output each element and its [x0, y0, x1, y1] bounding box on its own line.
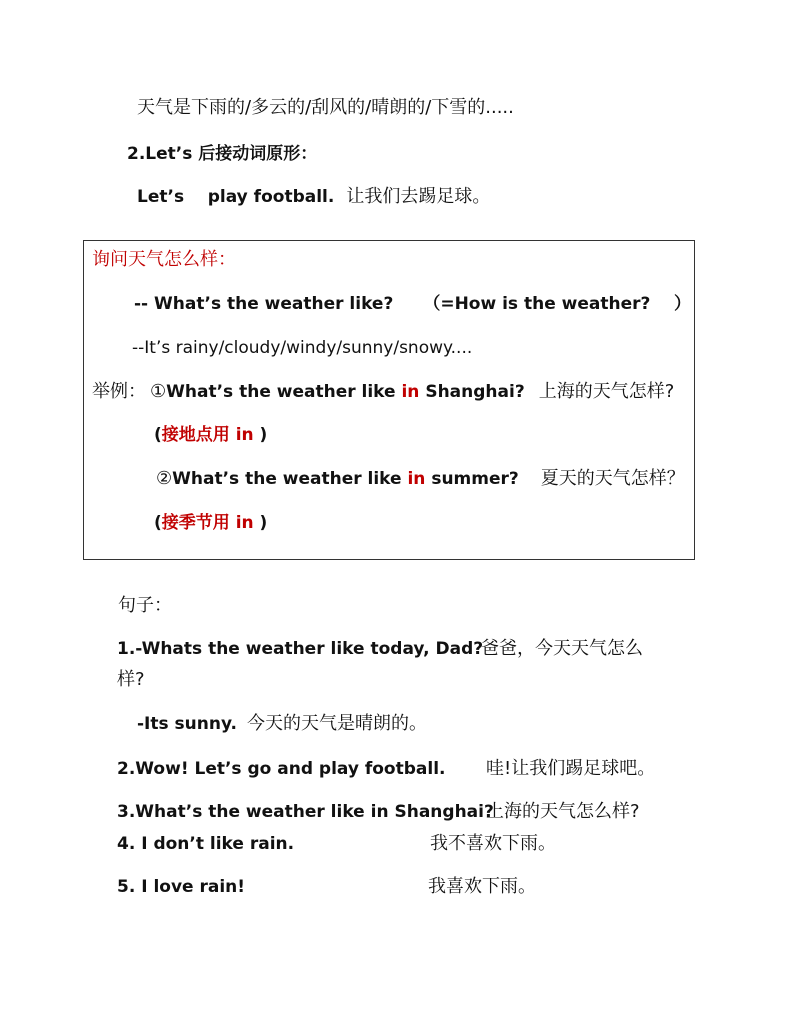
question-line: [134, 293, 691, 315]
example-1-cn: 上海的天气怎样?: [538, 381, 675, 402]
sentence-1b-en: -Its sunny.: [137, 714, 237, 734]
example-1-pre: What’s the weather like: [166, 382, 402, 402]
example-1-post: Shanghai?: [419, 382, 525, 402]
note-2-text: 接季节用 in: [161, 513, 254, 533]
sentence-4-en: 4. I don’t like rain.: [117, 834, 295, 854]
note-2-close: ): [253, 513, 268, 533]
example-2-line: [156, 468, 685, 490]
lets-example-cn: 让我们去踢足球。: [346, 186, 491, 207]
sentence-2-cn: 哇!让我们踢足球吧。: [486, 758, 656, 779]
sentence-1b-cn: 今天的天气是晴朗的。: [246, 713, 427, 734]
sentence-1-cn-wrap: 样?: [117, 669, 145, 690]
sentence-5-cn: 我喜欢下雨。: [428, 876, 536, 897]
example-2-pre: What’s the weather like: [172, 469, 408, 489]
example-2-post: summer?: [425, 469, 519, 489]
sentence-4-cn: 我不喜欢下雨。: [430, 833, 556, 854]
example-2-in: in: [407, 469, 426, 489]
example-1-in: in: [401, 382, 420, 402]
lets-example-en: Let’s play football.: [137, 187, 335, 207]
example-label: 举例：: [92, 381, 146, 402]
sentence-1-en: 1.-Whats the weather like today, Dad?: [117, 639, 484, 659]
lets-example: [137, 186, 490, 208]
lets-rule-heading: 2.Let’s 后接动词原形：: [127, 144, 318, 164]
note-2-open: (: [154, 513, 162, 533]
example-2-number: ②: [156, 468, 173, 489]
sentence-3-en: 3.What’s the weather like in Shanghai?: [117, 802, 494, 822]
note-1-close: ): [253, 425, 268, 445]
weather-question-box: [83, 240, 695, 560]
question-text: -- What’s the weather like?: [134, 294, 394, 314]
answer-line: --It’s rainy/cloudy/windy/sunny/snowy....: [132, 338, 473, 358]
example-2-cn: 夏天的天气怎样？: [540, 468, 685, 489]
box-heading: 询问天气怎么样：: [92, 249, 236, 270]
sentence-2-en: 2.Wow! Let’s go and play football.: [117, 759, 446, 779]
example-2-note: [154, 512, 267, 534]
sentence-5-en: 5. I love rain!: [117, 877, 246, 897]
sentence-1-cn: 爸爸，今天天气怎么: [481, 638, 643, 659]
note-1-open: (: [154, 425, 162, 445]
question-alternative: （=How is the weather? ）: [423, 294, 692, 314]
example-1-note: [154, 424, 267, 446]
sentence-3-cn: 上海的天气怎么样?: [486, 801, 640, 822]
note-1-text: 接地点用 in: [161, 425, 254, 445]
weather-adjectives-line: 天气是下雨的/多云的/刮风的/晴朗的/下雪的.....: [137, 97, 514, 118]
example-1-line: [92, 381, 674, 403]
example-1-number: ①: [150, 381, 167, 402]
sentence-1b-line: [137, 713, 427, 735]
sentences-heading: 句子：: [118, 595, 172, 616]
